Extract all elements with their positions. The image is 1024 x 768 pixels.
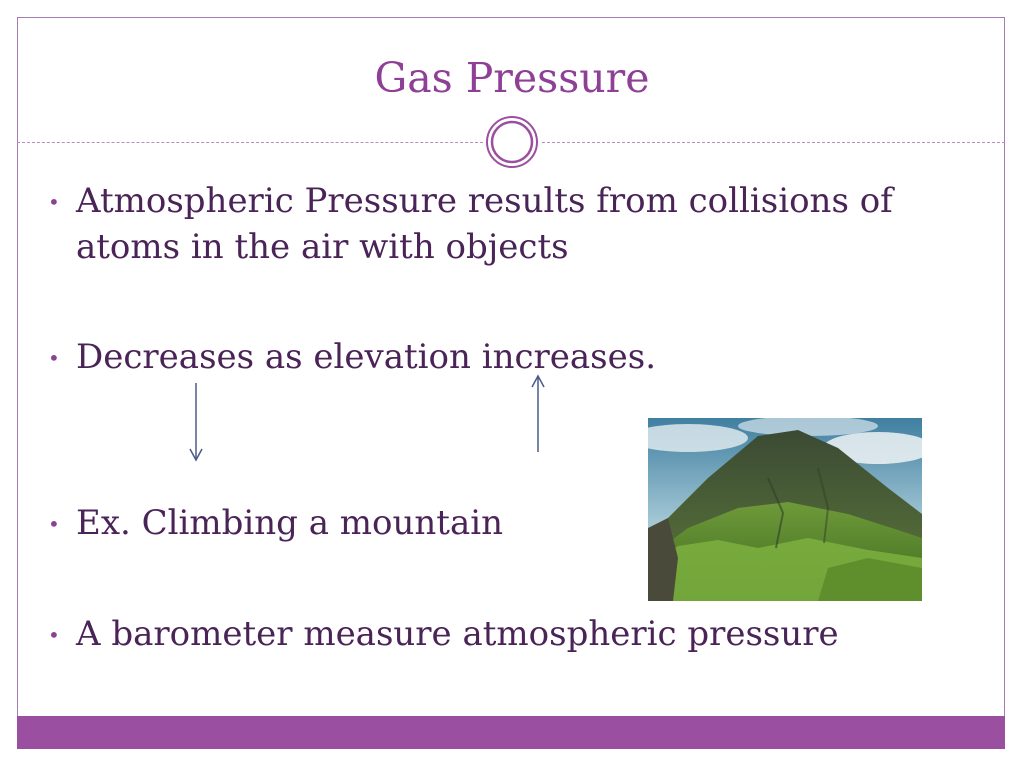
bullet-dot: •: [48, 512, 60, 536]
slide-title: Gas Pressure: [374, 54, 650, 102]
bullet-dot: •: [48, 346, 60, 370]
title-divider-left: [17, 142, 483, 143]
bullet-text: A barometer measure atmospheric pressure: [76, 614, 839, 654]
bullet-text: Decreases as elevation increases.: [76, 337, 657, 377]
title-divider-right: [542, 142, 1005, 143]
bullet-item-2: [48, 334, 908, 380]
divider-circle-ornament: [485, 115, 539, 169]
bullet-text: Atmospheric Pressure results from collisions of atoms in the air with objects: [76, 181, 893, 267]
bullet-dot: •: [48, 623, 60, 647]
bullet-item-1: [48, 178, 908, 270]
bullet-item-4: [48, 611, 908, 657]
bullet-dot: •: [48, 190, 60, 214]
footer-bar: [17, 716, 1005, 749]
bullet-text: Ex. Climbing a mountain: [76, 503, 504, 543]
mountain-photo: [648, 418, 922, 601]
